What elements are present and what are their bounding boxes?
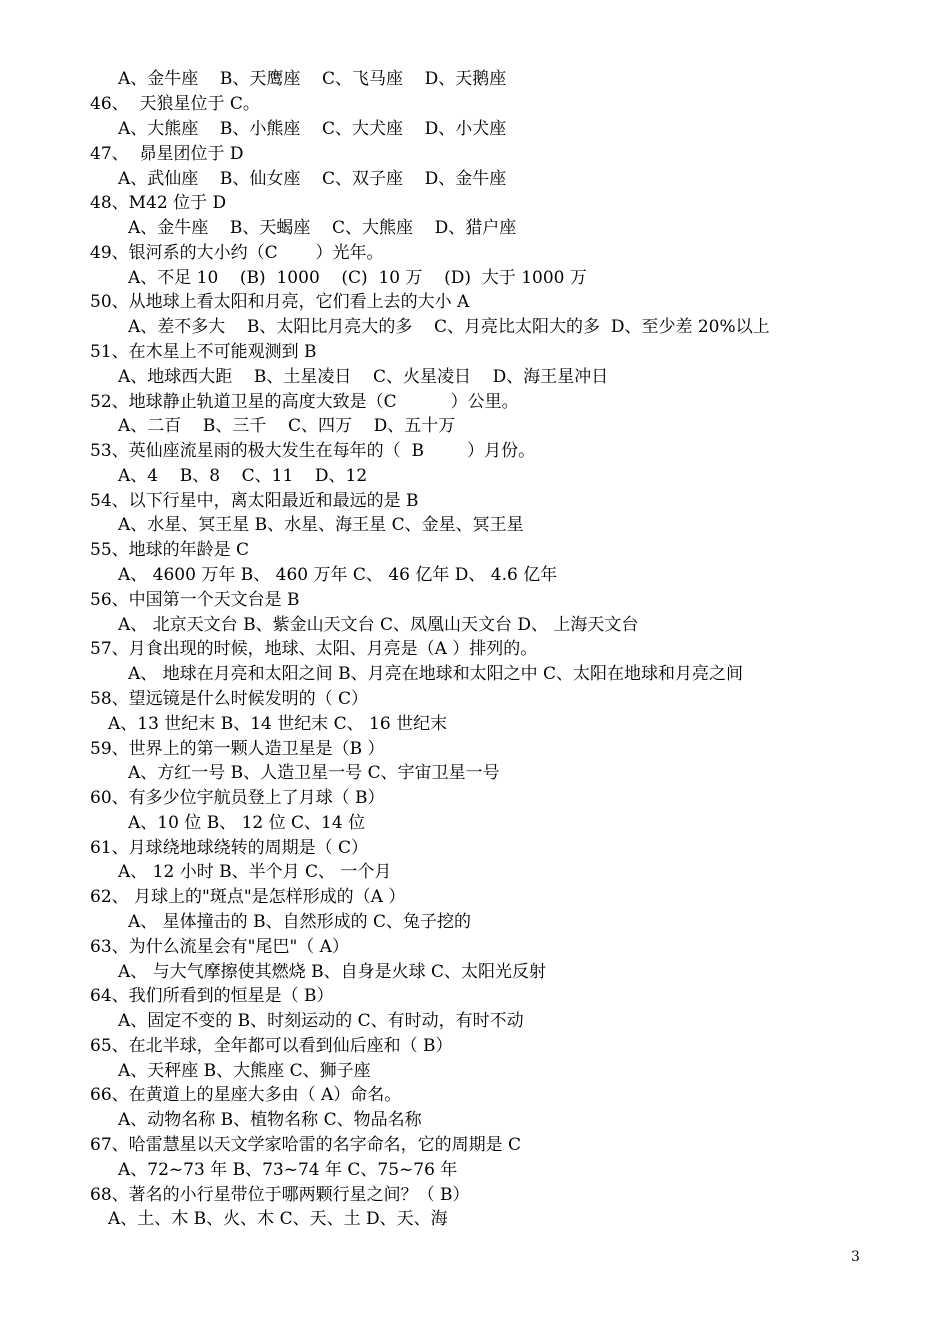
question-59: 59、世界上的第一颗人造卫星是（B ） <box>90 739 385 759</box>
option-line-53: A、4 B、8 C、11 D、12 <box>118 466 368 486</box>
question-60: 60、有多少位宇航员登上了月球（ B） <box>90 788 385 808</box>
question-51: 51、在木星上不可能观测到 B <box>90 342 317 362</box>
option-line-45: A、金牛座 B、天鹰座 C、飞马座 D、天鹅座 <box>118 69 507 89</box>
question-47: 47、 昴星团位于 D <box>90 144 244 164</box>
question-62: 62、 月球上的"斑点"是怎样形成的（A ） <box>90 887 406 907</box>
option-line-66: A、动物名称 B、植物名称 C、物品名称 <box>118 1110 422 1130</box>
option-line-51: A、地球西大距 B、土星凌日 C、火星凌日 D、海王星冲日 <box>118 367 609 387</box>
question-57: 57、月食出现的时候，地球、太阳、月亮是（A ）排列的。 <box>90 639 538 659</box>
question-63: 63、为什么流星会有"尾巴"（ A） <box>90 937 349 957</box>
option-line-52: A、二百 B、三千 C、四万 D、五十万 <box>118 416 456 436</box>
option-line-54: A、水星、冥王星 B、水星、海王星 C、金星、冥王星 <box>118 515 524 535</box>
option-line-50: A、差不多大 B、太阳比月亮大的多 C、月亮比太阳大的多 D、至少差 20%以上 <box>128 317 770 337</box>
question-55: 55、地球的年龄是 C <box>90 540 250 560</box>
option-line-49: A、不足 10 (B) 1000 (C) 10 万 (D) 大于 1000 万 <box>128 268 587 288</box>
question-52: 52、地球静止轨道卫星的高度大致是（C ）公里。 <box>90 392 519 412</box>
option-line-62: A、 星体撞击的 B、自然形成的 C、兔子挖的 <box>128 912 471 932</box>
option-line-55: A、 4600 万年 B、 460 万年 C、 46 亿年 D、 4.6 亿年 <box>118 565 558 585</box>
question-54: 54、以下行星中，离太阳最近和最远的是 B <box>90 491 419 511</box>
option-line-67: A、72~73 年 B、73~74 年 C、75~76 年 <box>118 1160 458 1180</box>
question-50: 50、从地球上看太阳和月亮，它们看上去的大小 A <box>90 292 470 312</box>
question-61: 61、月球绕地球绕转的周期是（ C） <box>90 838 369 858</box>
option-line-46: A、大熊座 B、小熊座 C、大犬座 D、小犬座 <box>118 119 507 139</box>
question-58: 58、望远镜是什么时候发明的（ C） <box>90 689 369 709</box>
question-46: 46、 天狼星位于 C。 <box>90 94 260 114</box>
option-line-65: A、天秤座 B、大熊座 C、狮子座 <box>118 1061 371 1081</box>
option-line-60: A、10 位 B、 12 位 C、14 位 <box>128 813 366 833</box>
option-line-68: A、土、木 B、火、木 C、天、土 D、天、海 <box>108 1209 448 1229</box>
question-48: 48、M42 位于 D <box>90 193 227 213</box>
option-line-63: A、 与大气摩擦使其燃烧 B、自身是火球 C、太阳光反射 <box>118 962 546 982</box>
option-line-57: A、 地球在月亮和太阳之间 B、月亮在地球和太阳之中 C、太阳在地球和月亮之间 <box>128 664 743 684</box>
question-65: 65、在北半球，全年都可以看到仙后座和（ B） <box>90 1036 453 1056</box>
question-56: 56、中国第一个天文台是 B <box>90 590 300 610</box>
page-number: 3 <box>851 1249 860 1265</box>
option-line-56: A、 北京天文台 B、紫金山天文台 C、凤凰山天文台 D、 上海天文台 <box>118 615 639 635</box>
question-66: 66、在黄道上的星座大多由（ A）命名。 <box>90 1085 402 1105</box>
question-64: 64、我们所看到的恒星是（ B） <box>90 986 334 1006</box>
question-53: 53、英仙座流星雨的极大发生在每年的（ B ）月份。 <box>90 441 536 461</box>
option-line-48: A、金牛座 B、天蝎座 C、大熊座 D、猎户座 <box>128 218 517 238</box>
question-49: 49、银河系的大小约（C ）光年。 <box>90 243 384 263</box>
option-line-58: A、13 世纪末 B、14 世纪末 C、 16 世纪末 <box>108 714 448 734</box>
option-line-47: A、武仙座 B、仙女座 C、双子座 D、金牛座 <box>118 169 507 189</box>
option-line-61: A、 12 小时 B、半个月 C、 一个月 <box>118 862 392 882</box>
option-line-64: A、固定不变的 B、时刻运动的 C、有时动，有时不动 <box>118 1011 524 1031</box>
question-67: 67、哈雷慧星以天文学家哈雷的名字命名，它的周期是 C <box>90 1135 522 1155</box>
question-68: 68、著名的小行星带位于哪两颗行星之间？（ B） <box>90 1185 470 1205</box>
option-line-59: A、方红一号 B、人造卫星一号 C、宇宙卫星一号 <box>128 763 500 783</box>
